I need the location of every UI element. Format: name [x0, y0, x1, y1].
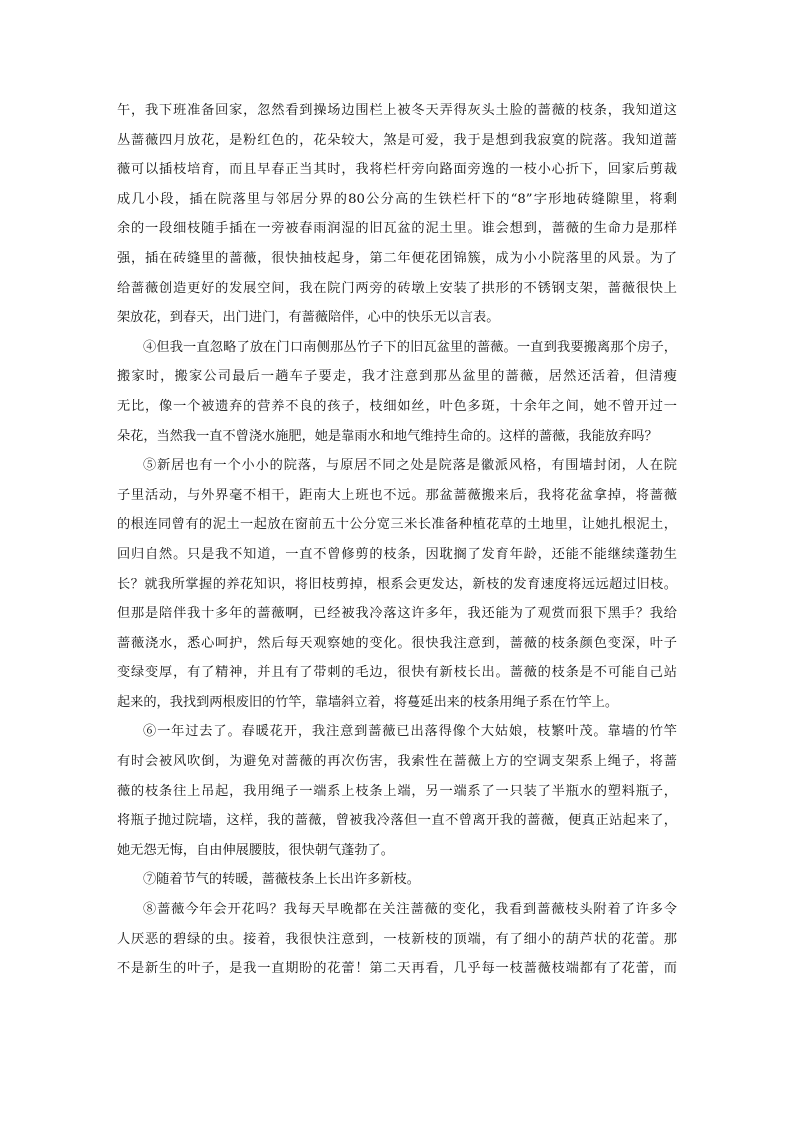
text-line: 人厌恶的碧绿的虫。接着，我很快注意到，一枝新枝的顶端，有了细小的葫芦状的花蕾。那: [117, 931, 677, 947]
text-line: 薇的枝条往上吊起，我用绳子一端系上枝条上端，另一端系了一只装了半瓶水的塑料瓶子，: [117, 783, 677, 799]
text-line: 搬家时，搬家公司最后一趟车子要走，我才注意到那丛盆里的蔷薇，居然还活着，但清瘦: [117, 369, 677, 385]
text-line: 长？就我所掌握的养花知识，将旧枝剪掉，根系会更发达，新枝的发育速度将远远超过旧枝。: [117, 576, 677, 592]
text-line: ⑦随着节气的转暖，蔷薇枝条上长出许多新枝。: [143, 872, 420, 888]
text-line: 强，插在砖缝里的蔷薇，很快抽枝起身，第二年便花团锦簇，成为小小院落里的风景。为了: [117, 250, 677, 266]
paragraph-6: [117, 717, 677, 865]
text-line: ⑥一年过去了。春暖花开，我注意到蔷薇已出落得像个大姑娘，枝繁叶茂。靠墙的竹竿: [143, 724, 677, 740]
text-line: 无比，像一个被遗弃的营养不良的孩子，枝细如丝，叶色多斑，十余年之间，她不曾开过一: [117, 398, 677, 414]
text-line: 余的一段细枝随手插在一旁被春雨润湿的旧瓦盆的泥土里。谁会想到，蔷薇的生命力是那样: [117, 221, 677, 237]
text-line: 有时会被风吹倒，为避免对蔷薇的再次伤害，我索性在蔷薇上方的空调支架系上绳子，将蔷: [117, 754, 677, 770]
text-line: 起来的，我找到两根废旧的竹竿，靠墙斜立着，将蔓延出来的枝条用绳子系在竹竿上。: [117, 694, 619, 710]
text-line: 成几小段，插在院落里与邻居分界的80公分高的生铁栏杆下的“8”字形地砖缝隙里，将剩: [117, 191, 677, 207]
text-line: 给蔷薇创造更好的发展空间，我在院门两旁的砖墩上安装了拱形的不锈钢支架，蔷薇很快上: [117, 280, 677, 296]
document-body: [117, 96, 677, 984]
text-line: 但那是陪伴我十多年的蔷薇啊，已经被我冷落这许多年，我还能为了观赏而狠下黑手？我给: [117, 606, 677, 622]
text-line: 不是新生的叶子，是我一直期盼的花蕾！第二天再看，几乎每一枝蔷薇枝端都有了花蕾，而: [117, 961, 677, 977]
text-line: 架放花，到春天，出门进门，有蔷薇陪伴，心中的快乐无以言表。: [117, 310, 500, 326]
text-line: 丛蔷薇四月放花，是粉红色的，花朵较大，煞是可爱，我于是想到我寂寞的院落。我知道蔷: [117, 132, 677, 148]
text-line: 蔷薇浇水，悉心呵护，然后每天观察她的变化。很快我注意到，蔷薇的枝条颜色变深，叶子: [117, 635, 677, 651]
text-line: 朵花，当然我一直不曾浇水施肥，她是靠雨水和地气维持生命的。这样的蔷薇，我能放弃吗？: [117, 428, 658, 444]
text-line: ⑤新居也有一个小小的院落，与原居不同之处是院落是徽派风格，有围墙封闭，人在院: [143, 458, 677, 474]
text-line: 薇可以插枝培育，而且早春正当其时，我将栏杆旁向路面旁逸的一枝小心折下，回家后剪裁: [117, 162, 677, 178]
text-line: 她无怨无悔，自由伸展腰肢，很快朝气蓬勃了。: [117, 842, 394, 858]
text-line: 子里活动，与外界毫不相干，距南大上班也不远。那盆蔷薇搬来后，我将花盆拿掉，将蔷薇: [117, 487, 677, 503]
text-line: 将瓶子抛过院墙，这样，我的蔷薇，曾被我冷落但一直不曾离开我的蔷薇，便真正站起来了，: [117, 813, 677, 829]
paragraph-4: [117, 333, 677, 451]
text-line: ④但我一直忽略了放在门口南侧那丛竹子下的旧瓦盆里的蔷薇。一直到我要搬离那个房子，: [143, 339, 677, 355]
text-line: 回归自然。只是我不知道，一直不曾修剪的枝条，因耽搁了发育年龄，还能不能继续蓬勃生: [117, 546, 677, 562]
text-line: 午，我下班准备回家，忽然看到操场边围栏上被冬天弄得灰头土脸的蔷薇的枝条，我知道这: [117, 103, 677, 118]
paragraph-1: [117, 96, 677, 333]
paragraph-5: [117, 451, 677, 717]
paragraph-8: [117, 895, 677, 984]
text-line: 的根连同曾有的泥土一起放在窗前五十公分宽三米长准备种植花草的土地里，让她扎根泥土，: [117, 517, 677, 533]
text-line: 变绿变厚，有了精神，并且有了带刺的毛边，很快有新枝长出。蔷薇的枝条是不可能自己站: [117, 665, 677, 681]
paragraph-7: [117, 865, 677, 895]
text-line: ⑧蔷薇今年会开花吗？我每天早晚都在关注蔷薇的变化，我看到蔷薇枝头附着了许多令: [143, 902, 677, 918]
